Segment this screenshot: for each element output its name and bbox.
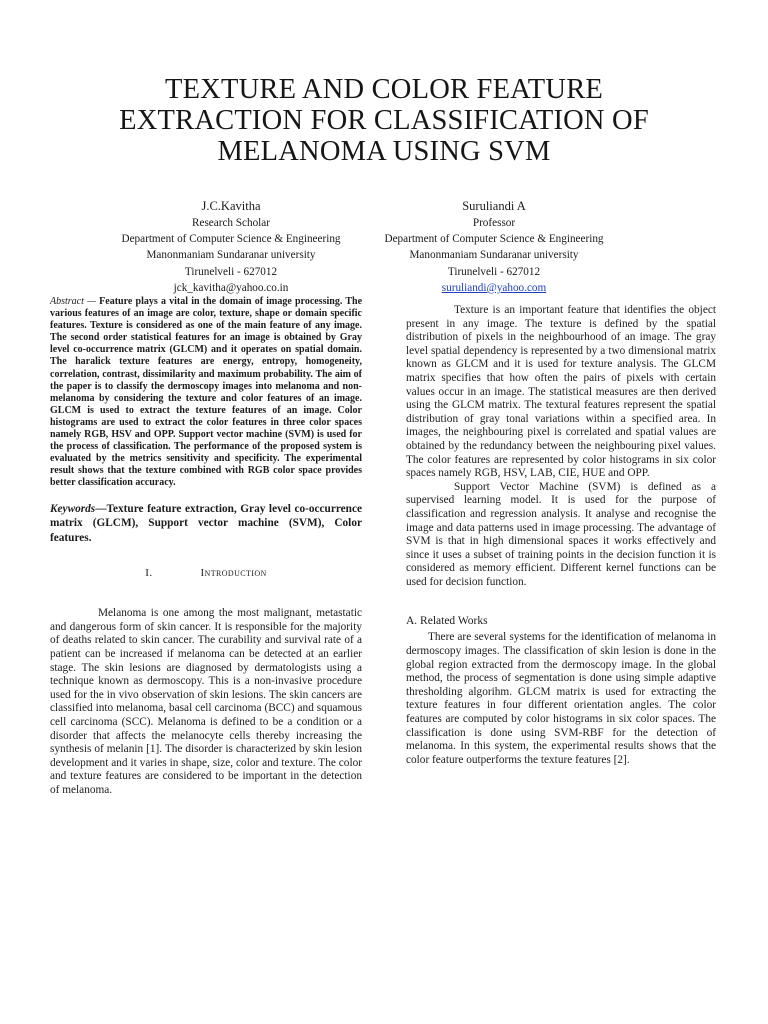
paper-title xyxy=(40,74,728,167)
keywords xyxy=(50,502,362,546)
abstract xyxy=(50,296,362,490)
author-role: Professor xyxy=(472,217,516,229)
abstract-lead: Abstract — xyxy=(50,296,96,307)
author-department: Department of Computer Science & Engineering xyxy=(121,233,341,246)
subsection-heading-related-works: A. Related Works xyxy=(406,615,488,628)
section-title: Introduction xyxy=(200,567,267,580)
author-department: Department of Computer Science & Engineering xyxy=(384,233,604,246)
section-number: I. xyxy=(145,567,153,580)
author-role: Research Scholar xyxy=(192,217,270,229)
author-city: Tirunelveli - 627012 xyxy=(184,265,278,278)
author-city: Tirunelveli - 627012 xyxy=(447,265,541,278)
right-column xyxy=(406,304,716,767)
author-email: jck_kavitha@yahoo.co.in xyxy=(173,281,289,294)
title-line: TEXTURE AND COLOR FEATURE xyxy=(164,74,604,105)
author-name: Suruliandi A xyxy=(462,199,526,213)
title-line: MELANOMA USING SVM xyxy=(217,136,551,167)
author-university: Manonmaniam Sundaranar university xyxy=(409,249,579,262)
keywords-lead: Keywords xyxy=(50,502,96,515)
author-name: J.C.Kavitha xyxy=(201,199,261,213)
related-works-paragraph: There are several systems for the identification of melanoma in dermoscopy images. The classification of skin lesion is done in the global region extracted from the dermoscopy image. In the global method, the process of segmentation is done using simple adaptive thresholding algorihm. GLCM matrix is used for extracting the texture features in four different orientation angles. The color features are computed by color histograms in six color spaces. The classification is done using SVM-RBF for the detection of melanoma. In this system, the experimental results shows that the color feature outperforms the texture features [2]. xyxy=(406,631,716,766)
section-heading-introduction xyxy=(50,567,362,579)
left-column xyxy=(50,296,362,798)
abstract-body: Feature plays a vital in the domain of image processing. The various features of an image are color, texture, shape or domain specific features. Texture is considered as one of the main feature of any image. The second order statistical features for an image is obtained by Gray level co-occurrence matrix (GLCM) and it operates on spatial domain. The haralick texture features are energy, entropy, homogeneity, correlation, contrast, dissimilarity and maximum probability. The aim of the paper is to classify the dermoscopy images into melanoma and non-melanoma by considering the texture and color features of an image. GLCM is used to extract the texture features of an image. Color histograms are used to extract the color features in three color spaces namely RGB, HSV and OPP. Support vector machine (SVM) is used for the process of classification. The performance of the proposed system is evaluated by the metrics sensitivity and specificity. The experimental result shows that the texture combined with RGB color space provides better classification accuracy. xyxy=(50,296,363,489)
texture-paragraph: Texture is an important feature that identifies the object present in any image. The texture is defined by the spatial distribution of pixels in the neighbourhood of an image. The gray level spatial dependency is represented by a two dimensional matrix known as GLCM and it is used for texture analysis. The GLCM matrix specifies that how often the pairs of pixels with certain values occur in an image. The statistical measures are then derived using the GLCM matrix. The textural features represent the spatial distribution of gray tonal variations within a specified area. In images, the neighbouring pixel is correlated and spatial values are obtained by the redundancy between the neighbouring pixel values. The color features are represented by color histograms in six color spaces namely RGB, HSV, LAB, CIE, HUE and OPP. xyxy=(406,304,716,480)
author-block-2 xyxy=(349,198,639,296)
svm-paragraph: Support Vector Machine (SVM) is defined as a supervised learning model. It is used for the purpose of classification and regression analysis. It analyse and recognise the image and data patterns used in image processing. The advantage of SVM is that in high dimensional spaces it works effectively and since it uses a subset of training points in the decision function it is considered as memory efficient. Different kernel functions can be used for decision function. xyxy=(406,480,716,588)
introduction-paragraph: Melanoma is one among the most malignant, metastatic and dangerous form of skin cancer. It is responsible for the majority of deaths related to skin cancer. The curability and survival rate of a patient can be increased if melanoma can be detected at an earlier stage. The skin lesions are diagnosed by dermatologists using a technique known as dermoscopy. This is a non-invasive procedure used for the in vivo observation of skin lesions. The skin cancers are classified into melanoma, basal cell carcinoma (BCC) and squamous cell carcinoma (SCC). Melanoma is defined to be a condition or a disorder that affects the melanocyte cells thereby increasing the synthesis of melanin [1]. The disorder is characterized by skin lesion development and it varies in shape, size, color and texture. The color and texture features are considered to be important in the detection of melanoma. xyxy=(50,607,362,796)
author-email-link[interactable]: suruliandi@yahoo.com xyxy=(441,281,547,294)
title-line: EXTRACTION FOR CLASSIFICATION OF xyxy=(119,105,649,136)
keywords-body: —Texture feature extraction, Gray level co-occurrence matrix (GLCM), Support vector machine (SVM), Color features. xyxy=(50,502,362,544)
author-university: Manonmaniam Sundaranar university xyxy=(146,249,316,262)
author-block-1 xyxy=(86,198,376,296)
